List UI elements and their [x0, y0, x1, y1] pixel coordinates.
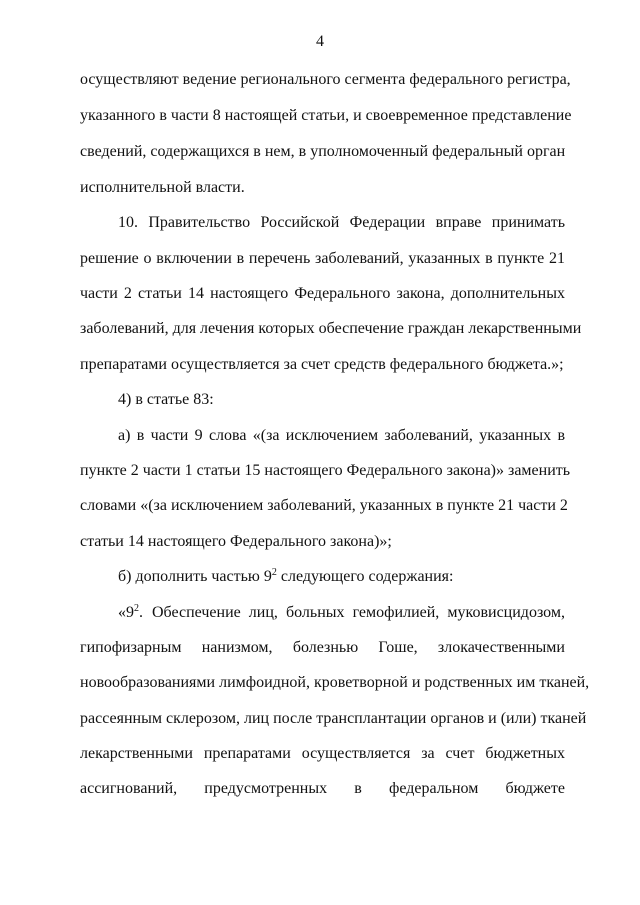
- paragraph-line: новообразованиями лимфоидной, кроветворной и родственных им тканей,: [80, 674, 590, 691]
- paragraph-line: словами «(за исключением заболеваний, указанных в пункте 21 части 2: [80, 497, 568, 514]
- paragraph-line: гипофизарным нанизмом, болезнью Гоше, злокачественными: [80, 639, 565, 656]
- paragraph-line: ассигнований, предусмотренных в федеральном бюджете: [80, 780, 565, 797]
- line-text: «9: [118, 604, 134, 621]
- paragraph-line: сведений, содержащихся в нем, в уполномоченный федеральный орган: [80, 143, 566, 160]
- line-text: Обеспечение лиц, больных гемофилией, муковисцидозом,: [152, 604, 565, 621]
- paragraph-line: решение о включении в перечень заболеваний, указанных в пункте 21: [80, 250, 565, 267]
- paragraph-line: исполнительной власти.: [80, 179, 245, 196]
- paragraph-line: препаратами осуществляется за счет средств федерального бюджета.»;: [80, 356, 564, 373]
- paragraph-line: рассеянным склерозом, лиц после трансплантации органов и (или) тканей: [80, 710, 587, 727]
- line-text: следующего содержания:: [276, 568, 454, 585]
- paragraph-line: пункте 2 части 1 статьи 15 настоящего Федерального закона)» заменить: [80, 462, 571, 479]
- paragraph-line: 4) в статье 83:: [118, 391, 214, 408]
- paragraph-line: лекарственными препаратами осуществляется за счет бюджетных: [80, 745, 565, 762]
- line-prefix: [118, 603, 144, 623]
- paragraph-line: заболеваний, для лечения которых обеспечение граждан лекарственными: [80, 320, 582, 337]
- paragraph-line: а) в части 9 слова «(за исключением заболеваний, указанных в: [118, 427, 565, 444]
- paragraph-line: части 2 статьи 14 настоящего Федерального закона, дополнительных: [80, 285, 565, 302]
- paragraph-line: [118, 603, 565, 623]
- paragraph-line: осуществляют ведение регионального сегмента федерального регистра,: [80, 71, 571, 88]
- line-text: .: [139, 604, 143, 621]
- paragraph-line: статьи 14 настоящего Федерального закона)»;: [80, 533, 392, 550]
- line-text: б) дополнить частью 9: [118, 568, 272, 585]
- page-number: 4: [316, 33, 324, 50]
- paragraph-line: [118, 567, 565, 587]
- superscript: 2: [271, 567, 277, 578]
- superscript: 2: [134, 603, 139, 614]
- paragraph-line: 10. Правительство Российской Федерации вправе принимать: [118, 214, 565, 231]
- paragraph-line: указанного в части 8 настоящей статьи, и своевременное представление: [80, 107, 572, 124]
